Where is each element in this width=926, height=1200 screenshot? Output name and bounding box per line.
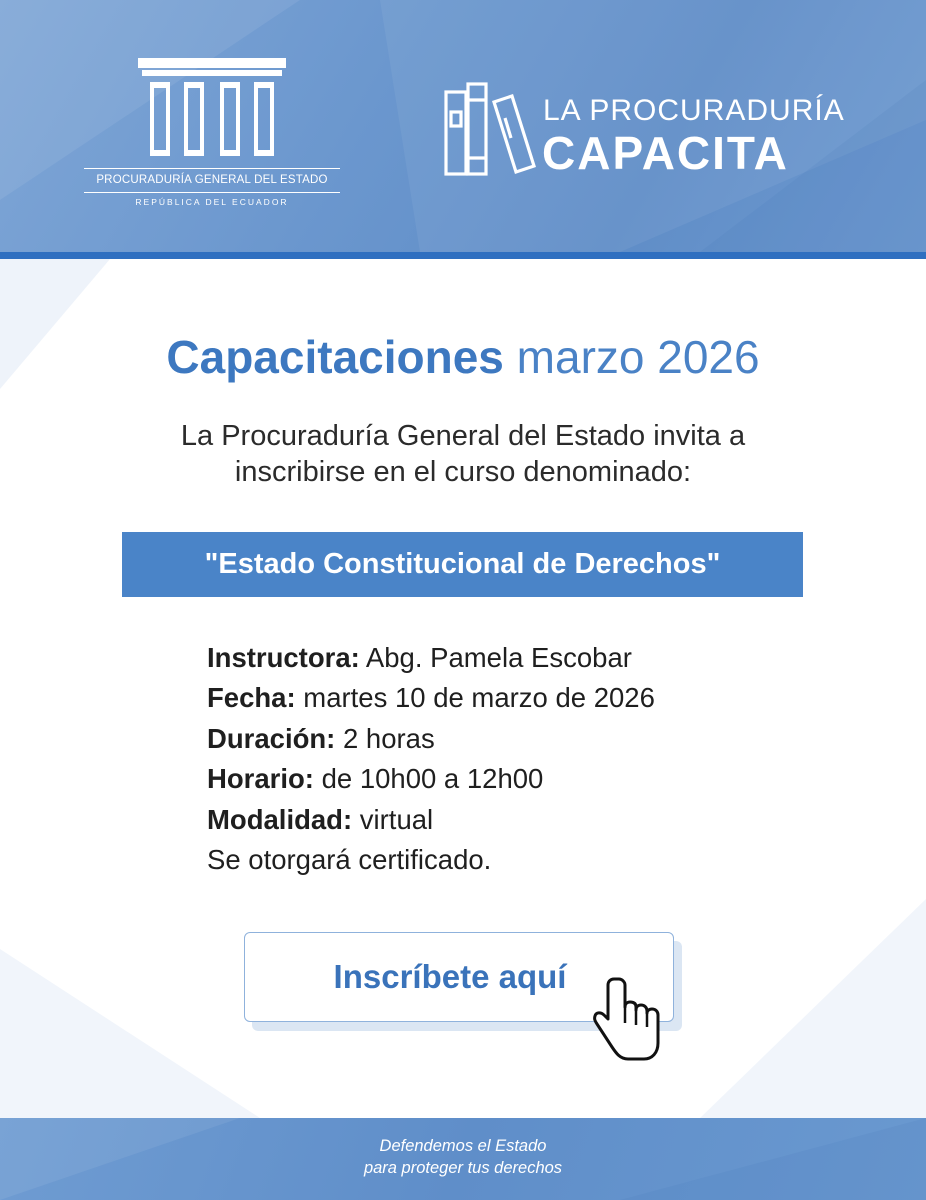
detail-label: Instructora: [207, 642, 360, 673]
intro-text [0, 418, 926, 490]
header-divider [0, 252, 926, 259]
detail-value: de 10h00 a 12h00 [313, 763, 544, 795]
logo-divider-bottom [84, 192, 340, 193]
detail-schedule [207, 759, 827, 799]
slogan-line-1: Defendemos el Estado [379, 1137, 547, 1155]
program-logo [442, 80, 862, 190]
institution-country: REPÚBLICA DEL ECUADOR [135, 197, 289, 207]
pge-logo [84, 56, 340, 216]
detail-modality [207, 800, 827, 840]
detail-label: Horario: [207, 763, 314, 795]
detail-instructor [207, 638, 827, 678]
detail-duration [207, 719, 827, 759]
title-month: marzo 2026 [516, 331, 760, 383]
course-name-banner: "Estado Constitucional de Derechos" [122, 532, 803, 597]
register-button-label: Inscríbete aquí [333, 958, 567, 995]
detail-date [207, 678, 827, 718]
detail-label: Fecha: [207, 682, 296, 714]
detail-value: martes 10 de marzo de 2026 [295, 682, 655, 714]
header-banner [0, 0, 926, 252]
footer-slogan [0, 1135, 926, 1179]
title-bold: Capacitaciones [166, 331, 504, 383]
intro-line-2: inscribirse en el curso denominado: [234, 456, 692, 488]
detail-value: virtual [352, 803, 434, 835]
intro-line-1: La Procuraduría General del Estado invita a [180, 420, 746, 452]
slogan-line-2: para proteger tus derechos [363, 1159, 563, 1177]
program-title-line1: LA PROCURADURÍA [543, 94, 845, 127]
detail-label: Modalidad: [207, 803, 353, 835]
logo-divider-top [84, 168, 340, 169]
columns-emblem-icon [84, 56, 340, 168]
program-title-line2: CAPACITA [542, 127, 789, 179]
course-details [207, 638, 827, 880]
detail-value: 2 horas [335, 722, 435, 754]
detail-value: Abg. Pamela Escobar [359, 642, 632, 673]
books-icon [442, 80, 542, 178]
institution-name: PROCURADURÍA GENERAL DEL ESTADO [96, 174, 328, 186]
page-title [0, 330, 926, 384]
certificate-note: Se otorgará certificado. [207, 844, 492, 876]
pointer-hand-icon [592, 975, 662, 1065]
detail-label: Duración: [207, 722, 336, 754]
footer-banner [0, 1118, 926, 1200]
